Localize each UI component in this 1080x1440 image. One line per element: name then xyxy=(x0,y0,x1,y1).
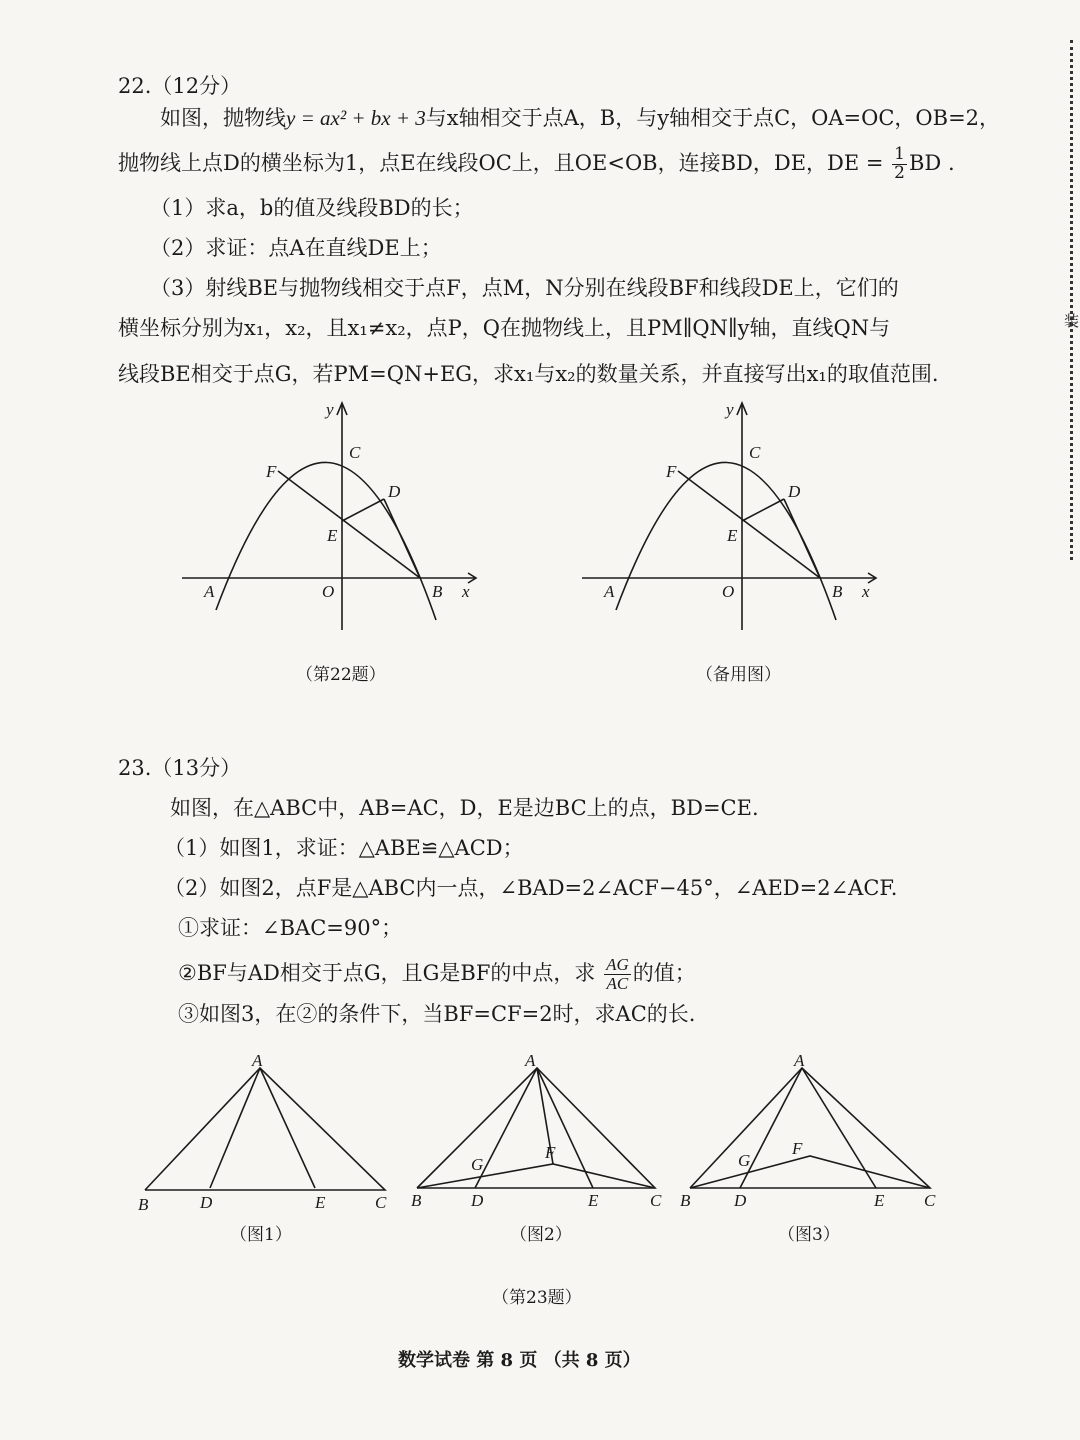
segment-DB xyxy=(784,499,820,578)
q23-fraction-den: AC xyxy=(606,973,629,993)
q23-figure-1 xyxy=(130,1048,400,1218)
label-x: x xyxy=(462,582,470,601)
label-O: O xyxy=(322,582,335,601)
label-D: D xyxy=(734,1191,747,1210)
label-C: C xyxy=(924,1191,936,1210)
triangle-ABC xyxy=(690,1068,930,1188)
q23-figure-2 xyxy=(405,1048,675,1218)
label-A: A xyxy=(604,582,615,601)
label-B: B xyxy=(138,1195,149,1214)
segment-AE xyxy=(260,1068,315,1188)
q23-fig2-caption: （图2） xyxy=(510,1225,572,1245)
binding-label: 装 xyxy=(1064,312,1080,330)
q22-figure-main xyxy=(170,395,490,640)
label-A: A xyxy=(794,1051,805,1070)
label-C: C xyxy=(650,1191,662,1210)
segment-AD xyxy=(740,1068,802,1188)
label-x: x xyxy=(862,582,870,601)
q23-sub1: ①求证：∠BAC=90°； xyxy=(178,916,403,940)
q22-intro-c: 抛物线上点D的横坐标为1，点E在线段OC上，且OE<OB，连接BD，DE，DE = xyxy=(118,150,884,175)
q22-part1: （1）求a，b的值及线段BD的长； xyxy=(150,196,474,220)
q22-caption-main: （第22题） xyxy=(296,665,386,685)
label-E: E xyxy=(588,1191,599,1210)
q23-intro: 如图，在△ABC中，AB=AC，D，E是边BC上的点，BD=CE. xyxy=(170,796,759,820)
q23-fig1-caption: （图1） xyxy=(230,1225,292,1245)
q23-caption-main: （第23题） xyxy=(492,1288,582,1308)
label-B: B xyxy=(411,1191,422,1210)
label-C: C xyxy=(749,443,761,462)
q22-part3-line2: 横坐标分别为x₁，x₂，且x₁≠x₂，点P，Q在抛物线上，且PM∥QN∥y轴，直线QN与 xyxy=(118,316,891,340)
q23-part1: （1）如图1，求证：△ABE≌△ACD； xyxy=(164,836,524,860)
label-B: B xyxy=(832,582,843,601)
q23-header: 23.（13分） xyxy=(118,756,242,780)
q22-intro-a: 如图，抛物线 xyxy=(160,106,286,130)
label-y: y xyxy=(726,400,734,419)
label-F: F xyxy=(666,462,677,481)
q23-fig3-caption: （图3） xyxy=(778,1225,840,1245)
label-A: A xyxy=(204,582,215,601)
q22-part2: （2）求证：点A在直线DE上； xyxy=(150,236,442,260)
q22-header: 22.（12分） xyxy=(118,74,242,98)
q23-figure-3 xyxy=(678,1048,948,1218)
label-A: A xyxy=(252,1051,263,1070)
label-G: G xyxy=(738,1151,751,1170)
q22-equation: y = ax² + bx + 3 xyxy=(286,106,426,130)
q22-figure-spare xyxy=(570,395,890,640)
label-G: G xyxy=(471,1155,484,1174)
label-C: C xyxy=(349,443,361,462)
label-D: D xyxy=(388,482,401,501)
q23-part2: （2）如图2，点F是△ABC内一点，∠BAD=2∠ACF−45°，∠AED=2∠ACF. xyxy=(164,876,898,900)
label-E: E xyxy=(874,1191,885,1210)
q23-sub2-b: 的值； xyxy=(632,960,696,985)
q22-intro-b: 与x轴相交于点A，B，与y轴相交于点C，OA=OC，OB=2， xyxy=(425,106,1001,130)
triangle-ABC xyxy=(417,1068,655,1188)
label-A: A xyxy=(525,1051,536,1070)
label-B: B xyxy=(432,582,443,601)
label-E: E xyxy=(315,1193,326,1212)
q22-fraction-den: 2 xyxy=(894,162,905,183)
label-y: y xyxy=(326,400,334,419)
label-F: F xyxy=(792,1139,803,1158)
q23-fraction xyxy=(604,956,631,993)
label-O: O xyxy=(722,582,735,601)
q22-caption-spare: （备用图） xyxy=(696,665,781,685)
label-F: F xyxy=(266,462,277,481)
segment-AD xyxy=(210,1068,260,1188)
segment-DB xyxy=(384,499,420,578)
label-B: B xyxy=(680,1191,691,1210)
q23-sub2 xyxy=(178,956,696,993)
label-D: D xyxy=(200,1193,213,1212)
label-D: D xyxy=(471,1191,484,1210)
label-C: C xyxy=(375,1193,387,1212)
q22-intro-line1 xyxy=(160,108,1000,129)
label-F: F xyxy=(545,1143,556,1162)
segments-BF-FC xyxy=(417,1164,655,1188)
q23-sub2-a: ②BF与AD相交于点G，且G是BF的中点，求 xyxy=(178,960,596,985)
label-D: D xyxy=(788,482,801,501)
q22-part3-line1: （3）射线BE与抛物线相交于点F，点M，N分别在线段BF和线段DE上，它们的 xyxy=(150,276,899,300)
segment-ED xyxy=(342,499,384,521)
label-E: E xyxy=(327,526,338,545)
q22-fraction xyxy=(892,146,907,183)
q22-fraction-num: 1 xyxy=(894,144,905,164)
q23-sub3: ③如图3，在②的条件下，当BF=CF=2时，求AC的长. xyxy=(178,1002,696,1026)
triangle-ABC xyxy=(145,1068,385,1190)
segments-BF-FC xyxy=(690,1156,930,1188)
segment-AD xyxy=(475,1068,537,1188)
page-footer: 数学试卷 第 8 页 （共 8 页） xyxy=(398,1350,641,1371)
binding-dotted-line xyxy=(1070,40,1073,560)
label-E: E xyxy=(727,526,738,545)
q22-intro-line2 xyxy=(118,146,955,183)
q22-part3-line3: 线段BE相交于点G，若PM=QN+EG，求x₁与x₂的数量关系，并直接写出x₁的取值范围. xyxy=(118,362,939,386)
q22-intro-d: BD . xyxy=(909,150,955,175)
q23-fraction-num: AG xyxy=(606,955,629,974)
segment-AE xyxy=(537,1068,593,1188)
segment-ED xyxy=(742,499,784,521)
